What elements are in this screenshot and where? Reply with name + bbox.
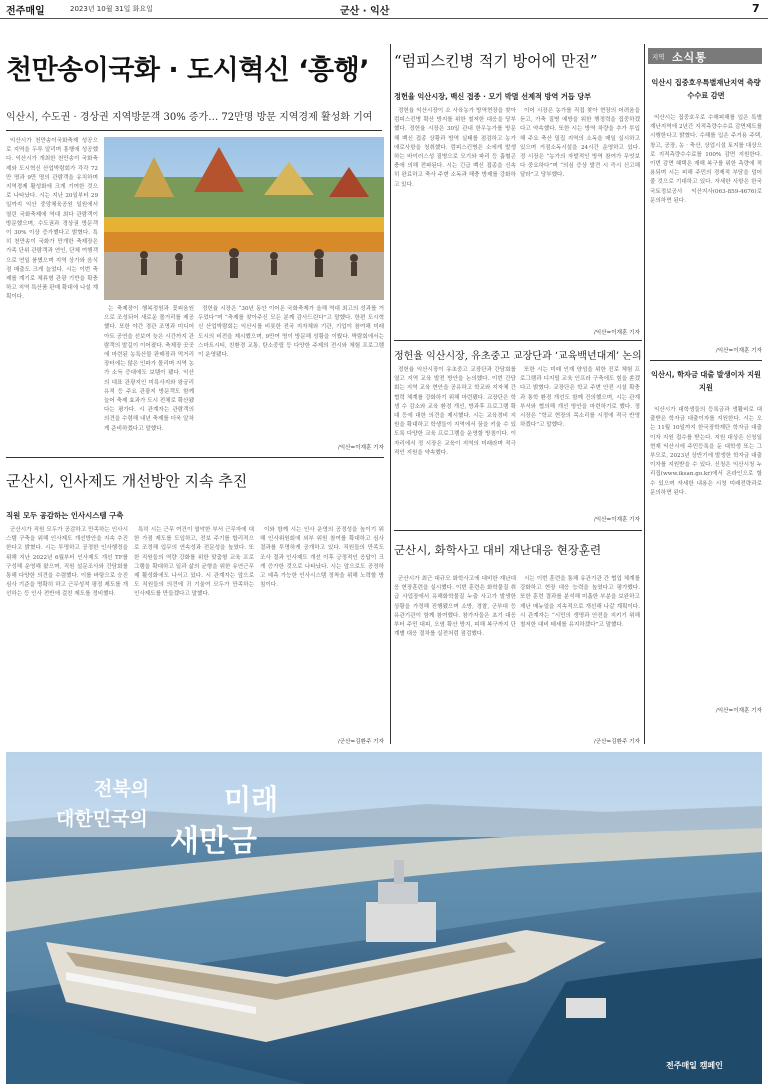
sidebar-banner [648,48,762,64]
sidebar-item2-body: 익산시가 대학생들의 등록금과 생활비로 대출받은 학자금 대출이자를 지원한다. 시는 오는 11월 10일까지 한국장학재단 학자금 대출이자 지원 접수를 받는다. 지원 대상은 신청일 현재 익산시에 주민등록을 둔 대학생 또는 그 부모로, 2023년 상반기에 발생한 학자금 대출이자를 지원받을 수 있다. 신청은 익산시청 누리집(www.iksan.go.kr)에서 온라인으로 할 수 있으며 자세한 내용은 시청 미래전략과로 문의하면 된다. [650,407,762,496]
divider [390,44,391,744]
saemangeum-ad [6,752,762,1084]
lumpy-col2: 이어 시장은 농가를 직접 찾아 현장의 어려움을 듣고, 가축 질병 예방을 위한 행정력을 집중하겠다고 약속했다. 또한 시는 방역 차량을 추가 투입해 주요 축산 밀집 지역의 소독을 매일 실시하고 있으며 거점소독시설을 24시간 운영하고 있다. 정 시장은 “농가의 자발적인 방역 참여가 무엇보다 중요하다”며 “의심 증상 발견 시 즉시 신고해 달라”고 당부했다. [520,108,640,179]
ad-footer: 전주매일 캠페인 [666,1061,723,1070]
personnel-col2: 특히 시는 근무 여건이 열악한 부서 근무자에 대한 가점 제도를 도입하고, 전보 주기를 합리적으로 조정해 업무의 연속성과 전문성을 높였다. 또한 직원들의 역량 강화를 위한 맞춤형 교육 프로그램을 확대하고 일과 삶의 균형을 위한 유연근무제 활성화에도 나서고 있다. 시 관계자는 앞으로도 직원들의 의견에 귀 기울여 모두가 만족하는 인사제도를 만들겠다고 말했다. [134,527,254,598]
sidebar-tag: 지역 [652,53,665,61]
main-article-col1: 익산시가 천만송이국화축제 성공으로 지역을 두루 알리며 흥행에 성공했다. 익산시가 개최한 천만송이 국화축제와 도시혁신 산업박람회가 각각 72만 명과 9만 명의 관람객을 유치하며 지역경제 활성화에 크게 기여한 것으로 나타났다. 시는 지난 20일부터 29일까지 익산 중앙체육공원 일원에서 열린 국화축제에 역대 최다 관람객이 방문했으며, 수도권과 경상권 방문객이 30% 이상 증가했다고 밝혔다. 특히 천만송이 국화가 만개한 축제장은 가족 단위 관람객과 연인, 단체 여행객으로 연일 붐볐으며 지역 상가와 음식점 매출도 크게 늘었다. 시는 이번 축제를 계기로 체류형 관광 기반을 확충하고 지역 특산품 판매 확대에 나설 계획이다. [6,138,98,301]
sidebar-item1-body: 익산시는 집중호우로 수해피해를 입은 특별재난지역에 2년간 지적측량수수료 감면제도를 시행한다고 밝혔다. 수해를 입은 주거용 주택, 창고, 공장, 농 · 축산, 상업시설 토지를 대상으로 지적측량수수료를 100% 감면 지원한다. 이번 감면 혜택은 재해 복구를 위한 측량에 적용되며 시는 피해 주민의 경제적 부담을 덜어줄 것으로 기대하고 있다. 자세한 사항은 한국국토정보공사 익산지사(063-859-4676)로 문의하면 된다. [650,115,762,204]
main-article-col2: 는 축제장이 행복정원과 꽃피움원으로 조성되어 새로운 볼거리를 제공했다. 또한 야간 경관 조명과 미디어아트 공연을 선보여 늦은 시간까지 관람객의 발길이 이어졌다. 축제장 곳곳에 마련된 농특산물 판매장과 먹거리 장터에는 많은 인파가 몰리며 지역 농가 소득 증대에도 보탬이 됐다. 익산의 대표 관광지인 미륵사지와 왕궁리유적 등 주요 관광지 방문객도 함께 늘어 축제 효과가 도시 전체로 확산됐다는 평가다. 시 관계자는 관람객의 의견을 수렴해 내년 축제를 더욱 알차게 준비하겠다고 말했다. [104,306,194,432]
sidebar-title: 소식통 [672,51,707,64]
lumpy-byline: /익산=이재훈 기자 [593,330,640,336]
newspaper-brand: 전주매일 [6,6,45,17]
festival-photo [104,137,384,300]
divider [644,44,645,744]
disaster-col2: 시는 이번 훈련을 통해 유관기관 간 협업 체계를 강화하고 현장 대응 능력을 높였다고 평가했다. 또한 훈련 결과를 분석해 미흡한 부분을 보완하고 재난 매뉴얼을 지속적으로 개선해 나갈 계획이다. 시 관계자는 “시민의 생명과 안전을 지키기 위해 철저한 대비 태세를 유지하겠다”고 말했다. [520,576,640,629]
disaster-col1: 군산시가 최근 대규모 화학사고에 대비한 재난대응 현장훈련을 실시했다. 이번 훈련은 화학물질 취급 사업장에서 유해화학물질 누출 사고가 발생한 상황을 가정해 진행됐으며 소방, 경찰, 군부대 등 유관기관이 함께 참여했다. 참가자들은 초기 대응부터 주민 대피, 오염 확산 방지, 피해 복구까지 단계별 대응 절차를 실전처럼 점검했다. [394,576,516,638]
disaster-headline: 군산시, 화학사고 대비 재난대응 현장훈련 [394,543,602,557]
personnel-byline: /군산=김환주 기자 [337,739,384,745]
personnel-subheadline: 직원 모두 공감하는 인사시스템 구축 [6,511,124,520]
main-article-col3: 정헌율 시장은 “30년 동안 이어온 국화축제가 올해 역대 최고의 성과를 거두었다”며 “축제를 찾아주신 모든 분께 감사드린다”고 말했다. 한편 도시혁신 산업박람회는 익산시를 비롯한 전국 지자체와 기관, 기업이 참여해 미래 도시의 비전을 제시했으며, 9만여 명이 방문해 성황을 이뤘다. 박람회에서는 스마트시티, 친환경 교통, 탄소중립 등 다양한 주제의 전시와 체험 프로그램이 운영됐다. [198,306,384,359]
policy-col1: 정헌율 익산시장이 유초중고 교장단과 간담회를 열고 지역 교육 발전 방안을 논의했다. 이번 간담회는 지역 교육 현안을 공유하고 학교와 지자체 간 협력 체계를 강화하기 위해 마련됐다. 교장단은 학생 수 감소와 교육 환경 개선, 방과후 프로그램 확대 등에 대한 의견을 제시했다. 시는 교육경비 지원을 확대하고 학생들이 지역에서 꿈을 키울 수 있도록 다양한 교육 프로그램을 운영할 방침이다. 이 자리에서 정 시장은 교육이 지역의 미래라며 적극적인 지원을 약속했다. [394,367,516,456]
disaster-byline: /군산=김환주 기자 [593,739,640,745]
main-headline: 천만송이국화 · 도시혁신 ‘흥행’ [6,55,369,86]
divider [394,530,642,531]
ad-line4: 새만금 [170,824,257,859]
lumpy-col1: 정헌율 익산시장이 소 사육농가 방역현장을 찾아 럼피스킨병 확산 방지를 위한 철저한 대응을 당부했다. 정헌율 시장은 30일 관내 한우농가를 방문해 백신 접종 상황과 방역 실태를 점검하고 농가 애로사항을 청취했다. 럼피스킨병은 소에게 발생하는 바이러스성 질병으로 모기와 파리 등 흡혈곤충에 의해 전파된다. 시는 긴급 백신 접종을 신속히 완료하고 축사 주변 소독과 해충 방제를 강화하고 있다. [394,108,516,188]
divider [650,360,762,361]
ad-line1: 전북의 [94,778,150,800]
lumpy-headline: “럼피스킨병 적기 방어에 만전” [394,52,598,70]
personnel-col1: 군산시가 직원 모두가 공감하고 만족하는 인사시스템 구축을 위해 인사제도 개선방안을 지속 추진한다고 밝혔다. 시는 투명하고 공정한 인사행정을 위해 지난 2022년 6월부터 인사제도 개선 TF를 구성해 운영해 왔으며, 직원 설문조사와 간담회를 통해 다양한 의견을 수렴했다. 이를 바탕으로 승진 심사 기준을 명확히 하고 근무성적 평정 제도를 개선하는 등 인사 전반에 걸친 제도를 정비했다. [6,527,128,598]
ad-line3: 미래 [224,783,279,816]
sidebar-item1-byline: /익산=이재훈 기자 [715,348,762,354]
policy-col2: 또한 시는 미래 인재 양성을 위한 진로 체험 프로그램과 디지털 교육 인프라 구축에도 힘을 쏟겠다고 밝혔다. 교장단은 학교 주변 안전 시설 확충과 통학 환경 개선도 함께 건의했으며, 시는 관계 부서와 협의해 개선 방안을 마련하기로 했다. 정 시장은 “학교 현장의 목소리를 시정에 적극 반영하겠다”고 말했다. [520,367,640,429]
main-subheadline: 익산시, 수도권 · 경상권 지역방문객 30% 증가… 72만명 방문 지역경제 활성화 기여 [6,112,373,123]
page-number: 7 [752,2,760,15]
policy-byline: /익산=이재훈 기자 [593,517,640,523]
sidebar-item2-title: 익산시, 학자금 대출 발생이자 지원 지원 [651,370,761,392]
divider [394,340,642,341]
sidebar-item2-byline: /익산=이재훈 기자 [715,708,762,714]
personnel-headline: 군산시, 인사제도 개선방안 지속 추진 [6,472,248,490]
policy-headline: 정헌율 익산시장, 유초중고 교장단과 ‘교육백년대계’ 논의 [394,351,642,362]
issue-date: 2023년 10월 31일 화요일 [70,5,153,13]
sidebar-item1-title: 익산시 집중호우특별재난지역 측량 수수료 감면 [651,78,761,100]
main-byline: /익산=이재훈 기자 [337,445,384,451]
lumpy-subheadline: 정헌율 익산시장, 백신 접종 · 모기 박멸 선제적 방역 거듭 당부 [394,92,592,101]
divider [6,130,382,131]
ad-line2: 대한민국의 [56,808,148,830]
page-header [0,0,768,19]
section-name: 군산 · 익산 [340,6,390,17]
divider [6,457,384,458]
personnel-col3: 이와 함께 시는 인사 운영의 공정성을 높이기 위해 인사위원회에 외부 위원 참여를 확대하고 심사 결과를 투명하게 공개하고 있다. 직원들의 만족도 조사 결과 인사제도 개선 이후 긍정적인 응답이 크게 증가한 것으로 나타났다. 시는 앞으로도 공정하고 예측 가능한 인사시스템 정착을 위해 노력할 방침이다. [260,527,384,589]
